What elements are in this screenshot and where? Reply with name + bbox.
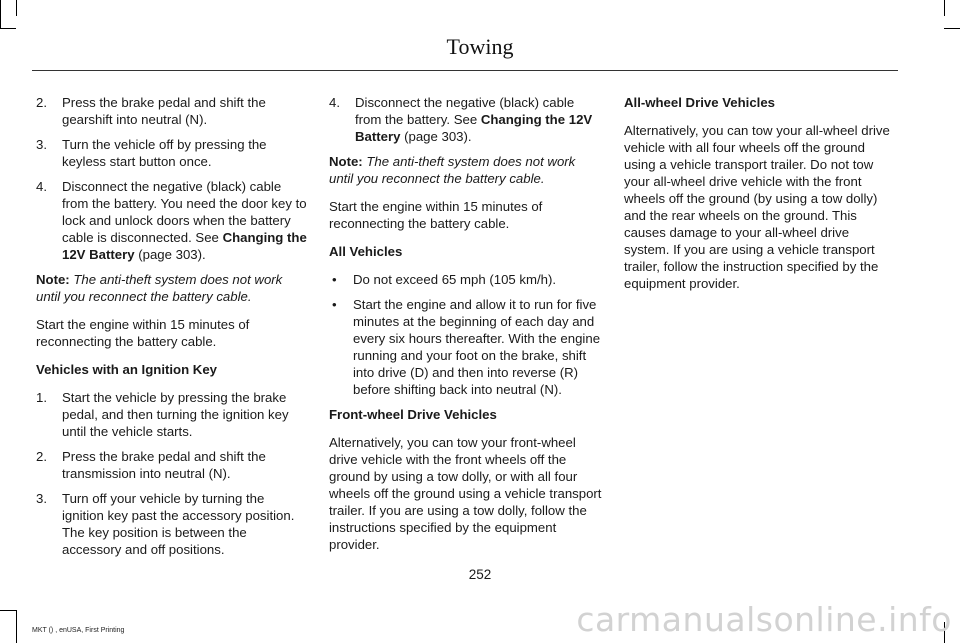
item-text: Start the vehicle by pressing the brake pedal, and then turning the ignition key until the vehicle starts. — [62, 390, 289, 439]
list-item — [36, 178, 308, 263]
bullet-text: Do not exceed 65 mph (105 km/h). — [353, 272, 557, 287]
item-text: Press the brake pedal and shift the transmission into neutral (N). — [62, 449, 266, 481]
watermark: carmanualsonline.info — [576, 600, 952, 639]
list-item — [329, 94, 603, 145]
bullet-item — [329, 296, 603, 398]
list-item — [36, 389, 308, 440]
item-number: 3. — [36, 491, 47, 506]
bullet-text: Start the engine and allow it to run for five minutes at the beginning of each day and every six hours thereafter. With the engine running and your foot on the brake, shift into drive (D) and then into reverse (R) before shifting back into neutral (N). — [353, 297, 601, 397]
crop-mark — [16, 0, 17, 16]
bullet-icon: • — [332, 272, 337, 287]
list-item — [36, 136, 308, 170]
section-heading: Vehicles with an Ignition Key — [36, 362, 217, 377]
note — [36, 271, 308, 305]
list-item — [36, 490, 308, 558]
note-text: The anti-theft system does not work until you reconnect the battery cable. — [36, 272, 283, 304]
item-number: 4. — [36, 179, 47, 194]
item-number: 4. — [329, 95, 340, 110]
note-label: Note: — [329, 154, 363, 169]
section-heading: All-wheel Drive Vehicles — [624, 95, 775, 110]
header-divider — [32, 70, 898, 71]
list-item — [36, 448, 308, 482]
page-title: Towing — [446, 34, 514, 59]
paragraph: Start the engine within 15 minutes of reconnecting the battery cable. — [329, 199, 543, 231]
list-item — [36, 94, 308, 128]
item-text: Disconnect the negative (black) cable from the battery. See — [355, 95, 575, 127]
item-number: 3. — [36, 137, 47, 152]
crop-mark — [16, 610, 17, 643]
item-text: Turn the vehicle off by pressing the keyless start button once. — [62, 137, 267, 169]
paragraph: Alternatively, you can tow your front-wheel drive vehicle with the front wheels off the ground by using a tow dolly, or with all four wheels off the ground using a vehicle transport trailer. If you are using a tow dolly, follow the instructions specified by the equipment provider. — [329, 435, 602, 552]
page-number: 252 — [468, 567, 492, 582]
section-heading: All Vehicles — [329, 244, 403, 259]
item-number: 1. — [36, 390, 47, 405]
crop-mark — [944, 28, 960, 29]
note-text: The anti-theft system does not work until you reconnect the battery cable. — [329, 154, 576, 186]
page-reference: (page 303). — [134, 247, 206, 262]
column-3 — [624, 94, 898, 303]
section-heading: Front-wheel Drive Vehicles — [329, 407, 497, 422]
paragraph: Start the engine within 15 minutes of reconnecting the battery cable. — [36, 317, 250, 349]
column-1 — [36, 94, 308, 566]
item-number: 2. — [36, 95, 47, 110]
note-label: Note: — [36, 272, 70, 287]
print-info: MKT () , enUSA, First Printing — [32, 627, 125, 634]
item-text: Turn off your vehicle by turning the ignition key past the accessory position. The key position is between the accessory and off positions. — [62, 491, 295, 557]
page-reference: (page 303). — [400, 129, 472, 144]
cross-reference-link[interactable]: Changing the 12V Battery — [355, 112, 593, 144]
item-text: Disconnect the negative (black) cable from the battery. You need the door key to lock and unlock doors when the battery cable is disconnected. See — [62, 179, 307, 245]
item-text: Press the brake pedal and shift the gearshift into neutral (N). — [62, 95, 266, 127]
bullet-icon: • — [332, 297, 337, 312]
crop-mark — [0, 610, 16, 611]
item-number: 2. — [36, 449, 47, 464]
cross-reference-link[interactable]: Changing the 12V Battery — [62, 230, 307, 262]
column-2 — [329, 94, 603, 564]
paragraph: Alternatively, you can tow your all-wheel drive vehicle with all four wheels off the ground using a vehicle transport trailer. Do not tow your all-wheel drive vehicle with the front wheels off the ground (by using a tow dolly) and the rear wheels on the ground. This causes damage to your all-wheel drive system. If you are using a vehicle transport trailer, follow the instruction specified by the equipment provider. — [624, 123, 890, 291]
bullet-item — [329, 271, 603, 288]
note — [329, 153, 603, 187]
crop-mark — [0, 0, 1, 28]
crop-mark — [0, 28, 16, 29]
crop-mark — [944, 0, 945, 16]
